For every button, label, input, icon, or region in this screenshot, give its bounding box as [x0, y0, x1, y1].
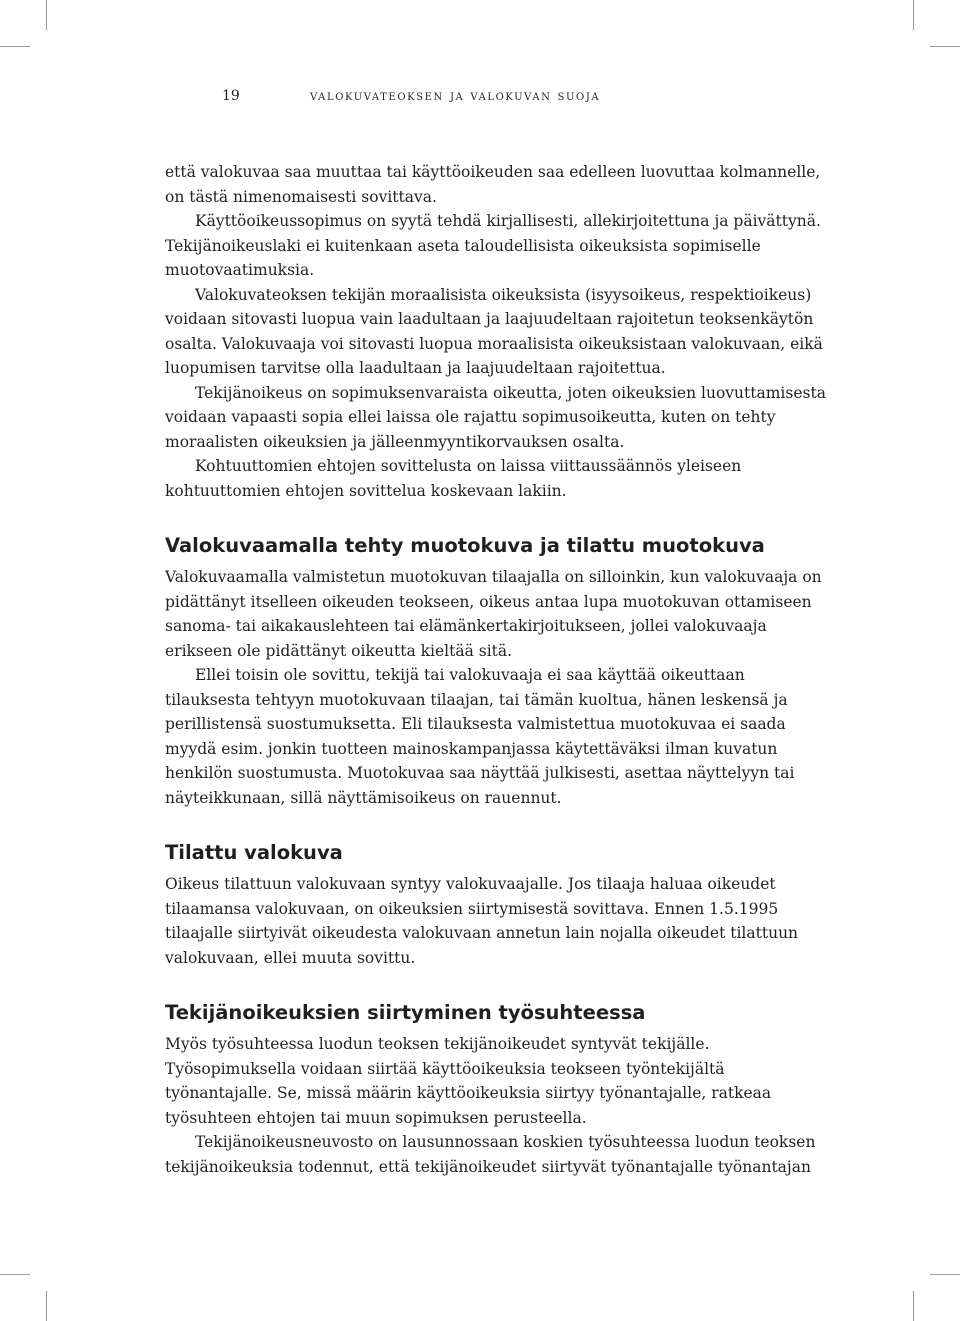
crop-mark	[930, 46, 960, 47]
crop-mark	[0, 46, 30, 47]
crop-mark	[46, 1291, 47, 1321]
section-heading: Tilattu valokuva	[165, 841, 343, 864]
running-title: valokuvateoksen ja valokuvan suoja	[310, 88, 601, 104]
body-paragraph: Valokuvaamalla valmistetun muotokuvan tilaajalla on silloinkin, kun valokuvaaja on pidättänyt itselleen oikeuden teokseen, oikeus antaa lupa muotokuvan ottamiseen sanoma- tai aikakauslehteen tai elämänkertakirjoitukseen, jollei valokuvaaja erikseen ole pidättänyt oikeutta kieltää sitä.	[165, 568, 822, 660]
crop-mark	[0, 1274, 30, 1275]
crop-mark	[913, 1291, 914, 1321]
body-paragraph: Käyttöoikeussopimus on syytä tehdä kirjallisesti, allekirjoitettuna ja päivättynä. Tekijänoikeuslaki ei kuitenkaan aseta taloudellisista oikeuksista sopimiselle muotovaatimuksia.	[165, 212, 821, 279]
body-paragraph: Oikeus tilattuun valokuvaan syntyy valokuvaajalle. Jos tilaaja haluaa oikeudet tilaamansa valokuvaan, on oikeuksien siirtymisestä sovittava. Ennen 1.5.1995 tilaajalle siirtyivät oikeudesta valokuvaan annetun lain nojalla oikeudet tilattuun valokuvaan, ellei muuta sovittu.	[165, 875, 799, 967]
page-number: 19	[222, 88, 240, 104]
crop-mark	[930, 1274, 960, 1275]
body-paragraph: Ellei toisin ole sovittu, tekijä tai valokuvaaja ei saa käyttää oikeuttaan tilauksesta tehtyyn muotokuvaan tilaajan, tai tämän kuoltua, hänen leskensä ja perillistensä suostumuksetta. Eli tilauksesta valmistettua muotokuvaa ei saada myydä esim. jonkin tuotteen mainoskampanjassa käytettäväksi ilman kuvatun henkilön suostumusta. Muotokuvaa saa näyttää julkisesti, asettaa näyttelyyn tai näyteikkunaan, sillä näyttämisoikeus on rauennut.	[165, 666, 795, 807]
crop-mark	[913, 0, 914, 30]
body-paragraph: Valokuvateoksen tekijän moraalisista oikeuksista (isyysoikeus, respektioikeus) voidaan sitovasti luopua vain laadultaan ja laajuudeltaan rajoitetun teoksenkäytön osalta. Valokuvaaja voi sitovasti luopua moraalisista oikeuksistaan valokuvaan, eikä luopumisen tarvitse olla laadultaan ja laajuudeltaan rajoitettua.	[165, 285, 823, 377]
body-paragraph: Tekijänoikeus on sopimuksenvaraista oikeutta, joten oikeuksien luovuttamisesta voidaan vapaasti sopia ellei laissa ole rajattu sopimusoikeutta, kuten on tehty moraalisten oikeuksien ja jälleenmyyntikorvauksen osalta.	[165, 383, 826, 451]
crop-mark	[46, 0, 47, 30]
body-paragraph: Kohtuuttomien ehtojen sovittelusta on laissa viittaussäännös yleiseen kohtuuttomien ehtojen sovittelua koskevaan lakiin.	[165, 457, 742, 500]
section-heading: Tekijänoikeuksien siirtyminen työsuhteessa	[165, 1001, 646, 1024]
page-header	[222, 88, 600, 104]
section-heading: Valokuvaamalla tehty muotokuva ja tilattu muotokuva	[165, 534, 765, 557]
body-paragraph: että valokuvaa saa muuttaa tai käyttöoikeuden saa edelleen luovuttaa kolmannelle, on tästä nimenomaisesti sovittava.	[165, 163, 821, 206]
body-paragraph: Myös työsuhteessa luodun teoksen tekijänoikeudet syntyvät tekijälle. Työsopimuksella voidaan siirtää käyttöoikeuksia teokseen työntekijältä työnantajalle. Se, missä määrin käyttöoikeuksia siirtyy työnantajalle, ratkeaa työsuhteen ehtojen tai muun sopimuksen perusteella.	[165, 1035, 772, 1127]
page-body	[165, 160, 830, 1179]
body-paragraph: Tekijänoikeusneuvosto on lausunnossaan koskien työsuhteessa luodun teoksen tekijänoikeuksia todennut, että tekijänoikeudet siirtyvät työnantajalle työnantajan	[165, 1133, 816, 1176]
